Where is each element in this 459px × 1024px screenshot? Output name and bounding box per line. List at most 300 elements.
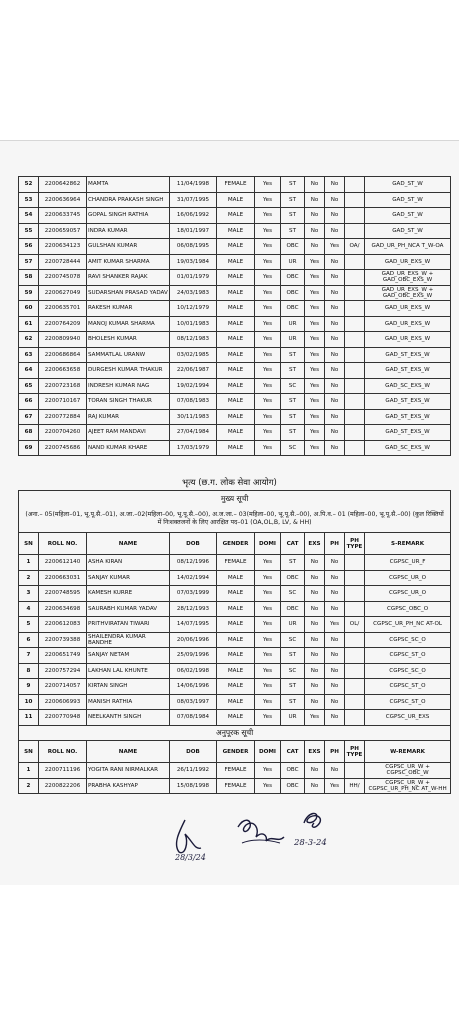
cell-ex-serviceman: Yes xyxy=(305,710,325,726)
cell-domicile: Yes xyxy=(255,254,281,270)
cell-gender: MALE xyxy=(217,347,255,363)
cell-ph: No xyxy=(325,409,345,425)
cell-category: ST xyxy=(281,347,305,363)
cell-dob: 16/06/1992 xyxy=(170,208,217,224)
cell-ph: No xyxy=(325,425,345,441)
cell-name: RAKESH KUMAR xyxy=(87,301,170,317)
cell-sn: 10 xyxy=(19,694,39,710)
cell-ex-serviceman: Yes xyxy=(305,270,325,286)
cell-ex-serviceman: Yes xyxy=(305,254,325,270)
cell-domicile: Yes xyxy=(255,270,281,286)
cell-gender: MALE xyxy=(217,679,255,695)
supplementary-list-title: अनुपूरक सूची xyxy=(19,725,451,741)
cell-dob: 08/12/1983 xyxy=(170,332,217,348)
table-row xyxy=(19,440,451,456)
cell-category: SC xyxy=(281,632,305,648)
cell-gender: MALE xyxy=(217,208,255,224)
cell-ph: No xyxy=(325,192,345,208)
cell-dob: 28/12/1993 xyxy=(170,601,217,617)
cell-remark: GAD_ST_EXS_W xyxy=(365,394,451,410)
cell-remark: GAD_ST_W xyxy=(365,208,451,224)
cell-dob: 01/01/1979 xyxy=(170,270,217,286)
cell-ph: No xyxy=(325,347,345,363)
cell-remark: GAD_UR_EXS_W xyxy=(365,301,451,317)
department-title: भृत्य (छ.ग. लोक सेवा आयोग) xyxy=(182,478,277,488)
cell-dob: 30/11/1983 xyxy=(170,409,217,425)
cell-dob: 20/06/1996 xyxy=(170,632,217,648)
table-row xyxy=(19,648,451,664)
cell-domicile: Yes xyxy=(255,601,281,617)
cell-roll-no: 2200636964 xyxy=(39,192,87,208)
table-row xyxy=(19,270,451,286)
reservation-note-row xyxy=(19,506,451,533)
cell-sn: 60 xyxy=(19,301,39,317)
cell-roll-no: 2200633745 xyxy=(39,208,87,224)
signature-1-date: 28/3/24 xyxy=(175,853,206,862)
cell-sn: 2 xyxy=(19,778,39,794)
cell-ph: No xyxy=(325,663,345,679)
cell-ex-serviceman: Yes xyxy=(305,332,325,348)
cell-sn: 56 xyxy=(19,239,39,255)
header-ph-type: PH TYPE xyxy=(345,741,365,763)
cell-roll-no: 2200822206 xyxy=(39,778,87,794)
cell-ex-serviceman: No xyxy=(305,694,325,710)
cell-name: GOPAL SINGH RATHIA xyxy=(87,208,170,224)
cell-ph-type xyxy=(345,679,365,695)
cell-ph: No xyxy=(325,363,345,379)
cell-category: OBC xyxy=(281,601,305,617)
header-name: NAME xyxy=(87,533,170,555)
cell-dob: 07/08/1984 xyxy=(170,710,217,726)
top-margin xyxy=(0,0,459,140)
cell-domicile: Yes xyxy=(255,363,281,379)
cell-category: ST xyxy=(281,208,305,224)
cell-ph: No xyxy=(325,710,345,726)
cell-remark: CGPSC_SC_O xyxy=(365,632,451,648)
table-row xyxy=(19,316,451,332)
cell-sn: 54 xyxy=(19,208,39,224)
table-row xyxy=(19,347,451,363)
cell-gender: MALE xyxy=(217,425,255,441)
cell-sn: 68 xyxy=(19,425,39,441)
cell-sn: 53 xyxy=(19,192,39,208)
cell-remark: GAD_ST_EXS_W xyxy=(365,409,451,425)
cell-ph: No xyxy=(325,270,345,286)
cell-name: NEELKANTH SINGH xyxy=(87,710,170,726)
cell-gender: MALE xyxy=(217,192,255,208)
cell-gender: MALE xyxy=(217,285,255,301)
table-row xyxy=(19,177,451,193)
cell-category: OBC xyxy=(281,239,305,255)
cell-domicile: Yes xyxy=(255,617,281,633)
cell-dob: 07/03/1999 xyxy=(170,586,217,602)
cell-domicile: Yes xyxy=(255,663,281,679)
cell-gender: FEMALE xyxy=(217,177,255,193)
cell-gender: MALE xyxy=(217,601,255,617)
cell-roll-no: 2200764209 xyxy=(39,316,87,332)
cell-remark: GAD_UR_EXS_W xyxy=(365,316,451,332)
cell-gender: MALE xyxy=(217,394,255,410)
cgpsc-table-body xyxy=(19,491,451,794)
cell-remark: GAD_ST_EXS_W xyxy=(365,425,451,441)
cell-sn: 1 xyxy=(19,763,39,779)
cell-category: ST xyxy=(281,363,305,379)
cell-roll-no: 2200745686 xyxy=(39,440,87,456)
cell-gender: MALE xyxy=(217,632,255,648)
cell-roll-no: 2200739388 xyxy=(39,632,87,648)
table-row xyxy=(19,679,451,695)
cell-category: UR xyxy=(281,710,305,726)
header-roll-no: ROLL NO. xyxy=(39,533,87,555)
signature-3-date: 28-3-24 xyxy=(294,838,327,848)
cell-ph-type xyxy=(345,363,365,379)
cell-ex-serviceman: No xyxy=(305,208,325,224)
cell-category: ST xyxy=(281,409,305,425)
cell-ph: No xyxy=(325,632,345,648)
cell-dob: 08/03/1997 xyxy=(170,694,217,710)
cell-dob: 08/12/1996 xyxy=(170,555,217,571)
cell-gender: MALE xyxy=(217,378,255,394)
cell-domicile: Yes xyxy=(255,394,281,410)
cell-gender: FEMALE xyxy=(217,763,255,779)
header-roll-no: ROLL NO. xyxy=(39,741,87,763)
cell-ph-type xyxy=(345,555,365,571)
cell-name: KIRTAN SINGH xyxy=(87,679,170,695)
cell-sn: 63 xyxy=(19,347,39,363)
header-gender: GENDER xyxy=(217,741,255,763)
cell-category: OBC xyxy=(281,270,305,286)
header-ph: PH xyxy=(325,533,345,555)
cell-ph: No xyxy=(325,208,345,224)
cell-domicile: Yes xyxy=(255,710,281,726)
cell-roll-no: 2200663658 xyxy=(39,363,87,379)
cell-gender: FEMALE xyxy=(217,778,255,794)
table-row xyxy=(19,363,451,379)
table-row xyxy=(19,570,451,586)
cell-dob: 14/02/1994 xyxy=(170,570,217,586)
cell-name: NAND KUMAR KHARE xyxy=(87,440,170,456)
cell-ph: No xyxy=(325,570,345,586)
cell-sn: 67 xyxy=(19,409,39,425)
cell-sn: 57 xyxy=(19,254,39,270)
cell-ph-type xyxy=(345,301,365,317)
cell-ph-type xyxy=(345,332,365,348)
cell-sn: 5 xyxy=(19,617,39,633)
cell-category: ST xyxy=(281,177,305,193)
cell-ex-serviceman: No xyxy=(305,177,325,193)
main-list-title: मुख्य सूची xyxy=(19,491,451,507)
table-row xyxy=(19,617,451,633)
cell-name: MANISH RATHIA xyxy=(87,694,170,710)
cell-remark: GAD_SC_EXS_W xyxy=(365,378,451,394)
cell-ex-serviceman: Yes xyxy=(305,285,325,301)
cell-category: OBC xyxy=(281,763,305,779)
cell-remark: CGPSC_SC_O xyxy=(365,663,451,679)
cell-remark: GAD_UR_EXS_W xyxy=(365,332,451,348)
cell-sn: 55 xyxy=(19,223,39,239)
cell-domicile: Yes xyxy=(255,177,281,193)
cell-category: ST xyxy=(281,223,305,239)
header-ph-type: PH TYPE xyxy=(345,533,365,555)
table-row xyxy=(19,378,451,394)
cell-ex-serviceman: No xyxy=(305,763,325,779)
cell-name: MANOJ KUMAR SHARMA xyxy=(87,316,170,332)
cell-dob: 18/01/1997 xyxy=(170,223,217,239)
cell-gender: MALE xyxy=(217,409,255,425)
supplementary-column-headers xyxy=(19,741,451,763)
cell-roll-no: 2200723168 xyxy=(39,378,87,394)
cell-domicile: Yes xyxy=(255,763,281,779)
cell-ph: No xyxy=(325,440,345,456)
cell-ph-type xyxy=(345,177,365,193)
cell-ph-type xyxy=(345,192,365,208)
cell-sn: 64 xyxy=(19,363,39,379)
cell-ph: No xyxy=(325,332,345,348)
cell-roll-no: 2200770948 xyxy=(39,710,87,726)
cell-gender: MALE xyxy=(217,223,255,239)
cell-remark: CGPSC_UR_EXS xyxy=(365,710,451,726)
cell-roll-no: 2200748595 xyxy=(39,586,87,602)
cell-remark: CGPSC_UR_W + CGPSC_UR_PH_NC AT_W-HH xyxy=(365,778,451,794)
cell-ex-serviceman: Yes xyxy=(305,440,325,456)
cell-sn: 7 xyxy=(19,648,39,664)
cell-name: RAVI SHANKER RAJAK xyxy=(87,270,170,286)
header-sn: SN xyxy=(19,533,39,555)
header-domicile: DOMI xyxy=(255,533,281,555)
cell-ph: No xyxy=(325,648,345,664)
table-row xyxy=(19,332,451,348)
cell-name: AMIT KUMAR SHARMA xyxy=(87,254,170,270)
cell-roll-no: 2200627049 xyxy=(39,285,87,301)
cell-ex-serviceman: No xyxy=(305,663,325,679)
signature-3 xyxy=(290,805,370,853)
header-name: NAME xyxy=(87,741,170,763)
cell-remark: GAD_UR_EXS_W + GAD_OBC_EXS_W xyxy=(365,270,451,286)
cell-remark: CGPSC_ST_O xyxy=(365,679,451,695)
cell-ph-type xyxy=(345,586,365,602)
table-row xyxy=(19,601,451,617)
cell-roll-no: 2200642862 xyxy=(39,177,87,193)
cell-ph-type xyxy=(345,223,365,239)
cell-domicile: Yes xyxy=(255,778,281,794)
cell-category: ST xyxy=(281,192,305,208)
cell-name: MAMTA xyxy=(87,177,170,193)
cell-name: SHAILENDRA KUMAR BANDHE xyxy=(87,632,170,648)
cell-category: SC xyxy=(281,378,305,394)
cell-category: OBC xyxy=(281,301,305,317)
cell-sn: 65 xyxy=(19,378,39,394)
cell-remark: CGPSC_UR_O xyxy=(365,570,451,586)
cell-sn: 2 xyxy=(19,570,39,586)
cell-sn: 59 xyxy=(19,285,39,301)
cell-roll-no: 2200635701 xyxy=(39,301,87,317)
cell-ex-serviceman: No xyxy=(305,648,325,664)
header-ex-serviceman: EXS xyxy=(305,533,325,555)
cell-remark: GAD_ST_EXS_W xyxy=(365,363,451,379)
cell-category: ST xyxy=(281,694,305,710)
results-table-cgpsc xyxy=(18,490,451,794)
cell-name: GULSHAN KUMAR xyxy=(87,239,170,255)
cell-ph-type xyxy=(345,254,365,270)
table-row xyxy=(19,301,451,317)
cell-domicile: Yes xyxy=(255,694,281,710)
table-row xyxy=(19,208,451,224)
table-row xyxy=(19,223,451,239)
table-row xyxy=(19,663,451,679)
cell-domicile: Yes xyxy=(255,679,281,695)
cell-name: YOGITA RANI NIRMALKAR xyxy=(87,763,170,779)
cell-ex-serviceman: No xyxy=(305,570,325,586)
cell-ph-type xyxy=(345,440,365,456)
cell-remark: GAD_UR_EXS_W xyxy=(365,254,451,270)
bottom-margin xyxy=(0,885,459,1024)
cell-roll-no: 2200757294 xyxy=(39,663,87,679)
cell-dob: 17/03/1979 xyxy=(170,440,217,456)
cell-ph-type xyxy=(345,394,365,410)
cell-gender: MALE xyxy=(217,316,255,332)
cell-remark: CGPSC_UR_PH_NC AT-OL xyxy=(365,617,451,633)
cell-sn: 1 xyxy=(19,555,39,571)
cell-gender: MALE xyxy=(217,301,255,317)
cell-roll-no: 2200663031 xyxy=(39,570,87,586)
cell-ex-serviceman: Yes xyxy=(305,425,325,441)
cell-ex-serviceman: Yes xyxy=(305,409,325,425)
table-row xyxy=(19,632,451,648)
cell-name: SANJAY NETAM xyxy=(87,648,170,664)
cell-dob: 15/08/1998 xyxy=(170,778,217,794)
cell-roll-no: 2200612140 xyxy=(39,555,87,571)
header-ex-serviceman: EXS xyxy=(305,741,325,763)
cell-ex-serviceman: No xyxy=(305,679,325,695)
cell-ex-serviceman: No xyxy=(305,192,325,208)
cell-domicile: Yes xyxy=(255,316,281,332)
cell-roll-no: 2200711196 xyxy=(39,763,87,779)
cell-name: SAMMATLAL URANW xyxy=(87,347,170,363)
cell-ph-type xyxy=(345,285,365,301)
cell-ph-type xyxy=(345,694,365,710)
table-row xyxy=(19,778,451,794)
cell-ex-serviceman: Yes xyxy=(305,347,325,363)
cell-dob: 14/07/1995 xyxy=(170,617,217,633)
cell-remark: CGPSC_UR_O xyxy=(365,586,451,602)
cell-roll-no: 2200772884 xyxy=(39,409,87,425)
cell-roll-no: 2200745078 xyxy=(39,270,87,286)
header-category: CAT xyxy=(281,741,305,763)
cell-roll-no: 2200686864 xyxy=(39,347,87,363)
cell-ph-type xyxy=(345,270,365,286)
cell-category: OBC xyxy=(281,778,305,794)
cell-domicile: Yes xyxy=(255,440,281,456)
cell-sn: 69 xyxy=(19,440,39,456)
cell-ph-type: OL/ xyxy=(345,617,365,633)
results-table-body xyxy=(19,177,451,456)
cell-domicile: Yes xyxy=(255,632,281,648)
cell-ph: Yes xyxy=(325,778,345,794)
cell-name: CHANDRA PRAKASH SINGH xyxy=(87,192,170,208)
cell-ph-type xyxy=(345,409,365,425)
cell-category: SC xyxy=(281,586,305,602)
cell-ph: Yes xyxy=(325,617,345,633)
cell-domicile: Yes xyxy=(255,192,281,208)
cell-roll-no: 2200634698 xyxy=(39,601,87,617)
cell-roll-no: 2200659057 xyxy=(39,223,87,239)
signature-2 xyxy=(232,813,292,855)
cell-remark: CGPSC_UR_F xyxy=(365,555,451,571)
cell-category: OBC xyxy=(281,285,305,301)
cell-name: INDRA KUMAR xyxy=(87,223,170,239)
reservation-note: (अना.– 05(महिला–01, भू.पू.सै.–01), अ.जा.–02(महिला–00, भू.पू.सै.–00), अ.ज.जा.– 03(महिला–00, भू.पू.सै.–00), अ.पि.व.– 01 (महिला–00, भू.पू.सै.–00) (कुल रिक्तियों में निःशक्तजनों के लिए आरक्षित पद–01 (OA,OL,B, LV, & HH) xyxy=(19,506,451,533)
cell-ph: Yes xyxy=(325,239,345,255)
cell-ph-type xyxy=(345,648,365,664)
header-dob: DOB xyxy=(170,741,217,763)
cell-roll-no: 2200704260 xyxy=(39,425,87,441)
cell-dob: 25/09/1996 xyxy=(170,648,217,664)
table-row xyxy=(19,425,451,441)
cell-name: ASHA KIRAN xyxy=(87,555,170,571)
cell-ph: No xyxy=(325,223,345,239)
cell-ph: No xyxy=(325,316,345,332)
cell-name: PRITHVIRATAN TIWARI xyxy=(87,617,170,633)
header-sn: SN xyxy=(19,741,39,763)
cell-dob: 14/06/1996 xyxy=(170,679,217,695)
cell-gender: MALE xyxy=(217,648,255,664)
cell-gender: MALE xyxy=(217,710,255,726)
cell-ph: No xyxy=(325,679,345,695)
cell-gender: MALE xyxy=(217,663,255,679)
cell-remark: CGPSC_UR_W + CGPSC_OBC_W xyxy=(365,763,451,779)
cell-category: ST xyxy=(281,679,305,695)
cell-ph: No xyxy=(325,586,345,602)
cell-dob: 10/01/1983 xyxy=(170,316,217,332)
cell-remark: CGPSC_ST_O xyxy=(365,648,451,664)
cell-dob: 19/02/1994 xyxy=(170,378,217,394)
cell-ph: No xyxy=(325,601,345,617)
cell-remark: GAD_ST_W xyxy=(365,192,451,208)
cell-domicile: Yes xyxy=(255,208,281,224)
signature-1 xyxy=(165,812,237,864)
cell-ph-type xyxy=(345,601,365,617)
cell-gender: MALE xyxy=(217,586,255,602)
table-row xyxy=(19,394,451,410)
cell-ex-serviceman: No xyxy=(305,586,325,602)
cell-domicile: Yes xyxy=(255,648,281,664)
cell-remark: CGPSC_OBC_O xyxy=(365,601,451,617)
header-remark: S-REMARK xyxy=(365,533,451,555)
cell-dob: 06/02/1998 xyxy=(170,663,217,679)
cell-name: SANJAY KUMAR xyxy=(87,570,170,586)
cell-remark: GAD_UR_PH_NCA T_W-OA xyxy=(365,239,451,255)
cell-domicile: Yes xyxy=(255,555,281,571)
cell-remark: GAD_ST_EXS_W xyxy=(365,347,451,363)
cell-sn: 52 xyxy=(19,177,39,193)
main-list-header-row xyxy=(19,491,451,507)
results-table-gad xyxy=(18,176,451,456)
cell-gender: MALE xyxy=(217,440,255,456)
cell-category: ST xyxy=(281,648,305,664)
cell-ex-serviceman: No xyxy=(305,223,325,239)
cell-gender: MALE xyxy=(217,239,255,255)
cell-gender: MALE xyxy=(217,254,255,270)
cell-ph: No xyxy=(325,254,345,270)
cell-ex-serviceman: No xyxy=(305,778,325,794)
cell-name: RAJ KUMAR xyxy=(87,409,170,425)
cell-gender: MALE xyxy=(217,617,255,633)
cell-name: SAURABH KUMAR YADAV xyxy=(87,601,170,617)
header-remark: W-REMARK xyxy=(365,741,451,763)
cell-category: ST xyxy=(281,394,305,410)
cell-category: UR xyxy=(281,254,305,270)
header-dob: DOB xyxy=(170,533,217,555)
